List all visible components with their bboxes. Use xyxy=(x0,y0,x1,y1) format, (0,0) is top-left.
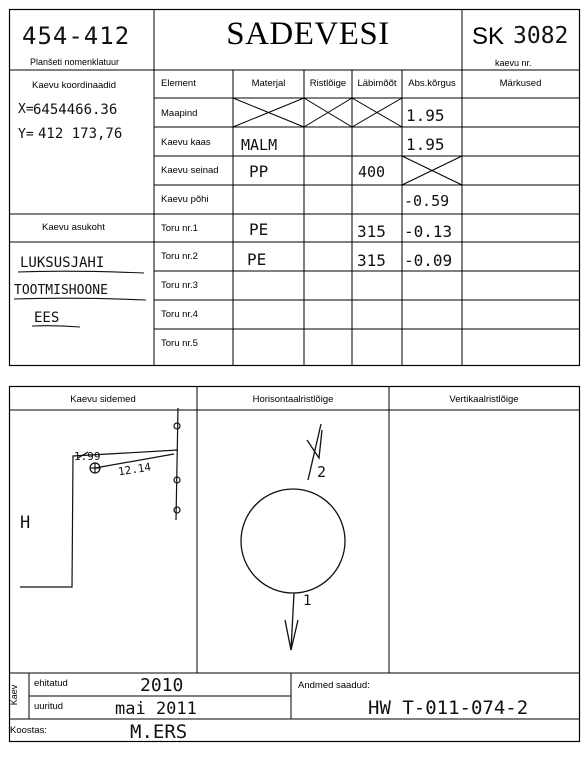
abs-pohi: -0.59 xyxy=(404,192,450,210)
row-element: Toru nr.2 xyxy=(161,251,198,262)
sketch-dim-2: 12.14 xyxy=(117,460,152,479)
row-element: Kaevu kaas xyxy=(161,137,211,148)
location-line-2: TOOTMISHOONE xyxy=(14,283,108,298)
row-element: Kaevu seinad xyxy=(161,165,219,176)
nomenclature-value: 454-412 xyxy=(22,22,131,50)
location-sketch xyxy=(20,408,180,587)
row-element: Toru nr.3 xyxy=(161,280,198,291)
well-number-value: 3082 xyxy=(513,23,569,49)
coord-y-value: 412 173,76 xyxy=(38,126,123,142)
abs-toru1: -0.13 xyxy=(404,222,453,241)
koostas-label: Koostas: xyxy=(10,725,47,736)
well-number-prefix: SK xyxy=(472,23,505,50)
uuritud-value: mai 2011 xyxy=(115,699,197,719)
sketch-dim-1: 1.99 xyxy=(74,450,101,463)
col-header-materjal: Materjal xyxy=(251,78,286,89)
col-header-ristloige: Ristlõige xyxy=(309,78,347,89)
row-element: Toru nr.4 xyxy=(161,309,198,320)
col-header-markused: Märkused xyxy=(499,78,542,89)
coord-x-value: 6454466.36 xyxy=(33,102,118,118)
materjal-toru1: PE xyxy=(249,220,269,239)
labimoot-seinad: 400 xyxy=(358,163,386,181)
location-line-3: EES xyxy=(34,310,60,326)
coord-x-label: X= xyxy=(18,102,34,117)
well-number-label: kaevu nr. xyxy=(495,58,532,68)
location-label: Kaevu asukoht xyxy=(42,222,105,233)
row-element: Maapind xyxy=(161,108,198,119)
koostas-value: M.ERS xyxy=(130,721,188,743)
andmed-value: HW T-011-074-2 xyxy=(368,697,529,719)
materjal-toru2: PE xyxy=(247,250,267,269)
vertikaal-label: Vertikaalristlõige xyxy=(449,394,519,405)
coords-label: Kaevu koordinaadid xyxy=(32,80,116,91)
pipe-1-label: 1 xyxy=(303,593,312,609)
horisontaal-label: Horisontaalristlõige xyxy=(252,394,334,405)
ehitatud-value: 2010 xyxy=(140,675,184,696)
building-mark: H xyxy=(20,513,31,533)
labimoot-toru2: 315 xyxy=(357,251,386,270)
nomenclature-label: Planšeti nomenklatuur xyxy=(30,57,120,67)
andmed-label: Andmed saadud: xyxy=(298,680,370,691)
sidemed-label: Kaevu sidemed xyxy=(70,394,136,405)
pipe-2-label: 2 xyxy=(317,463,327,481)
page-title: SADEVESI xyxy=(226,16,390,52)
kaev-label: Kaev xyxy=(9,684,19,706)
row-element: Kaevu põhi xyxy=(161,194,209,205)
abs-toru2: -0.09 xyxy=(404,251,453,270)
row-element: Toru nr.1 xyxy=(161,223,198,234)
location-line-1: LUKSUSJAHI xyxy=(20,255,105,271)
row-element: Toru nr.5 xyxy=(161,338,198,349)
labimoot-toru1: 315 xyxy=(357,222,386,241)
uuritud-label: uuritud xyxy=(34,701,64,712)
abs-kaas: 1.95 xyxy=(406,135,445,154)
materjal-seinad: PP xyxy=(249,162,269,181)
ehitatud-label: ehitatud xyxy=(34,678,68,689)
coord-y-label: Y= xyxy=(18,127,34,142)
horizontal-section-sketch xyxy=(241,424,345,650)
col-header-abs-korgus: Abs.kõrgus xyxy=(408,78,456,89)
col-header-labimoot: Läbimõõt xyxy=(357,78,397,89)
col-header-element: Element xyxy=(161,78,196,89)
abs-maapind: 1.95 xyxy=(406,106,445,125)
materjal-kaas: MALM xyxy=(241,136,278,154)
